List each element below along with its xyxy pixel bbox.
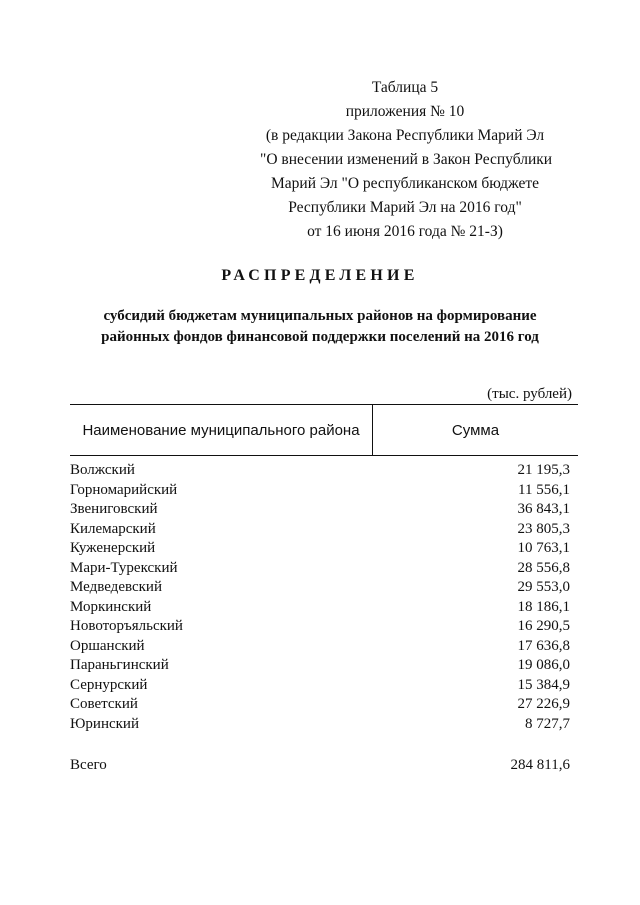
row-name: Мари-Турекский — [70, 559, 178, 576]
subtitle-line: субсидий бюджетам муниципальных районов на формирование — [103, 308, 537, 324]
table-body — [70, 461, 570, 734]
row-name: Юринский — [70, 715, 139, 732]
appendix-reference — [260, 76, 553, 244]
row-sum: 29 553,0 — [517, 579, 570, 595]
table-row — [70, 481, 570, 501]
table-header — [70, 404, 578, 456]
table-row — [70, 578, 570, 598]
table-row — [70, 539, 570, 559]
table-row — [70, 676, 570, 696]
row-name: Звениговский — [70, 501, 158, 517]
table-row — [70, 715, 570, 735]
appendix-line: "О внесении изменений в Закон Республики — [260, 151, 553, 168]
table-row — [70, 559, 570, 579]
table-row — [70, 617, 570, 637]
total-sum: 284 811,6 — [510, 757, 570, 773]
row-name: Медведевский — [70, 579, 162, 595]
row-name: Горномарийский — [70, 481, 178, 498]
table-row — [70, 695, 570, 715]
row-sum: 16 290,5 — [517, 618, 570, 634]
appendix-line: приложения № 10 — [345, 103, 465, 120]
row-sum: 19 086,0 — [517, 657, 570, 673]
units-note: (тыс. рублей) — [487, 386, 572, 402]
table-row — [70, 656, 570, 676]
row-name: Параньгинский — [70, 657, 169, 673]
column-header-name: Наименование муниципального района — [70, 405, 373, 455]
row-name: Моркинский — [70, 598, 152, 615]
column-header-sum: Сумма — [451, 421, 500, 439]
total-label: Всего — [70, 757, 107, 773]
table-row — [70, 520, 570, 540]
row-sum: 36 843,1 — [517, 501, 570, 517]
document-subtitle — [60, 306, 580, 348]
row-sum: 10 763,1 — [517, 540, 570, 556]
table-row — [70, 500, 570, 520]
appendix-line: Таблица 5 — [371, 79, 439, 96]
appendix-line: Марий Эл "О республиканском бюджете — [270, 175, 539, 192]
row-sum: 21 195,3 — [517, 462, 570, 478]
row-name: Куженерский — [70, 540, 156, 556]
document-title: РАСПРЕДЕЛЕНИЕ — [221, 267, 419, 284]
row-sum: 17 636,8 — [517, 637, 570, 654]
row-sum: 8 727,7 — [525, 715, 570, 732]
row-sum: 15 384,9 — [517, 676, 570, 693]
row-sum: 27 226,9 — [517, 696, 570, 712]
row-name: Килемарский — [70, 520, 156, 537]
row-name: Новоторъяльский — [70, 618, 183, 634]
appendix-line: (в редакции Закона Республики Марий Эл — [265, 127, 545, 144]
table-row — [70, 461, 570, 481]
table-row — [70, 598, 570, 618]
row-sum: 28 556,8 — [517, 559, 570, 576]
appendix-line: от 16 июня 2016 года № 21-З) — [307, 223, 503, 240]
row-name: Оршанский — [70, 637, 145, 654]
row-name: Волжский — [70, 462, 135, 478]
table-row — [70, 637, 570, 657]
subtitle-line: районных фондов финансовой поддержки поселений на 2016 год — [101, 329, 539, 345]
total-row — [70, 757, 570, 774]
row-name: Сернурский — [70, 676, 148, 693]
row-name: Советский — [70, 696, 138, 712]
row-sum: 11 556,1 — [518, 481, 570, 498]
row-sum: 18 186,1 — [517, 598, 570, 615]
appendix-line: Республики Марий Эл на 2016 год" — [288, 199, 522, 216]
row-sum: 23 805,3 — [517, 520, 570, 537]
